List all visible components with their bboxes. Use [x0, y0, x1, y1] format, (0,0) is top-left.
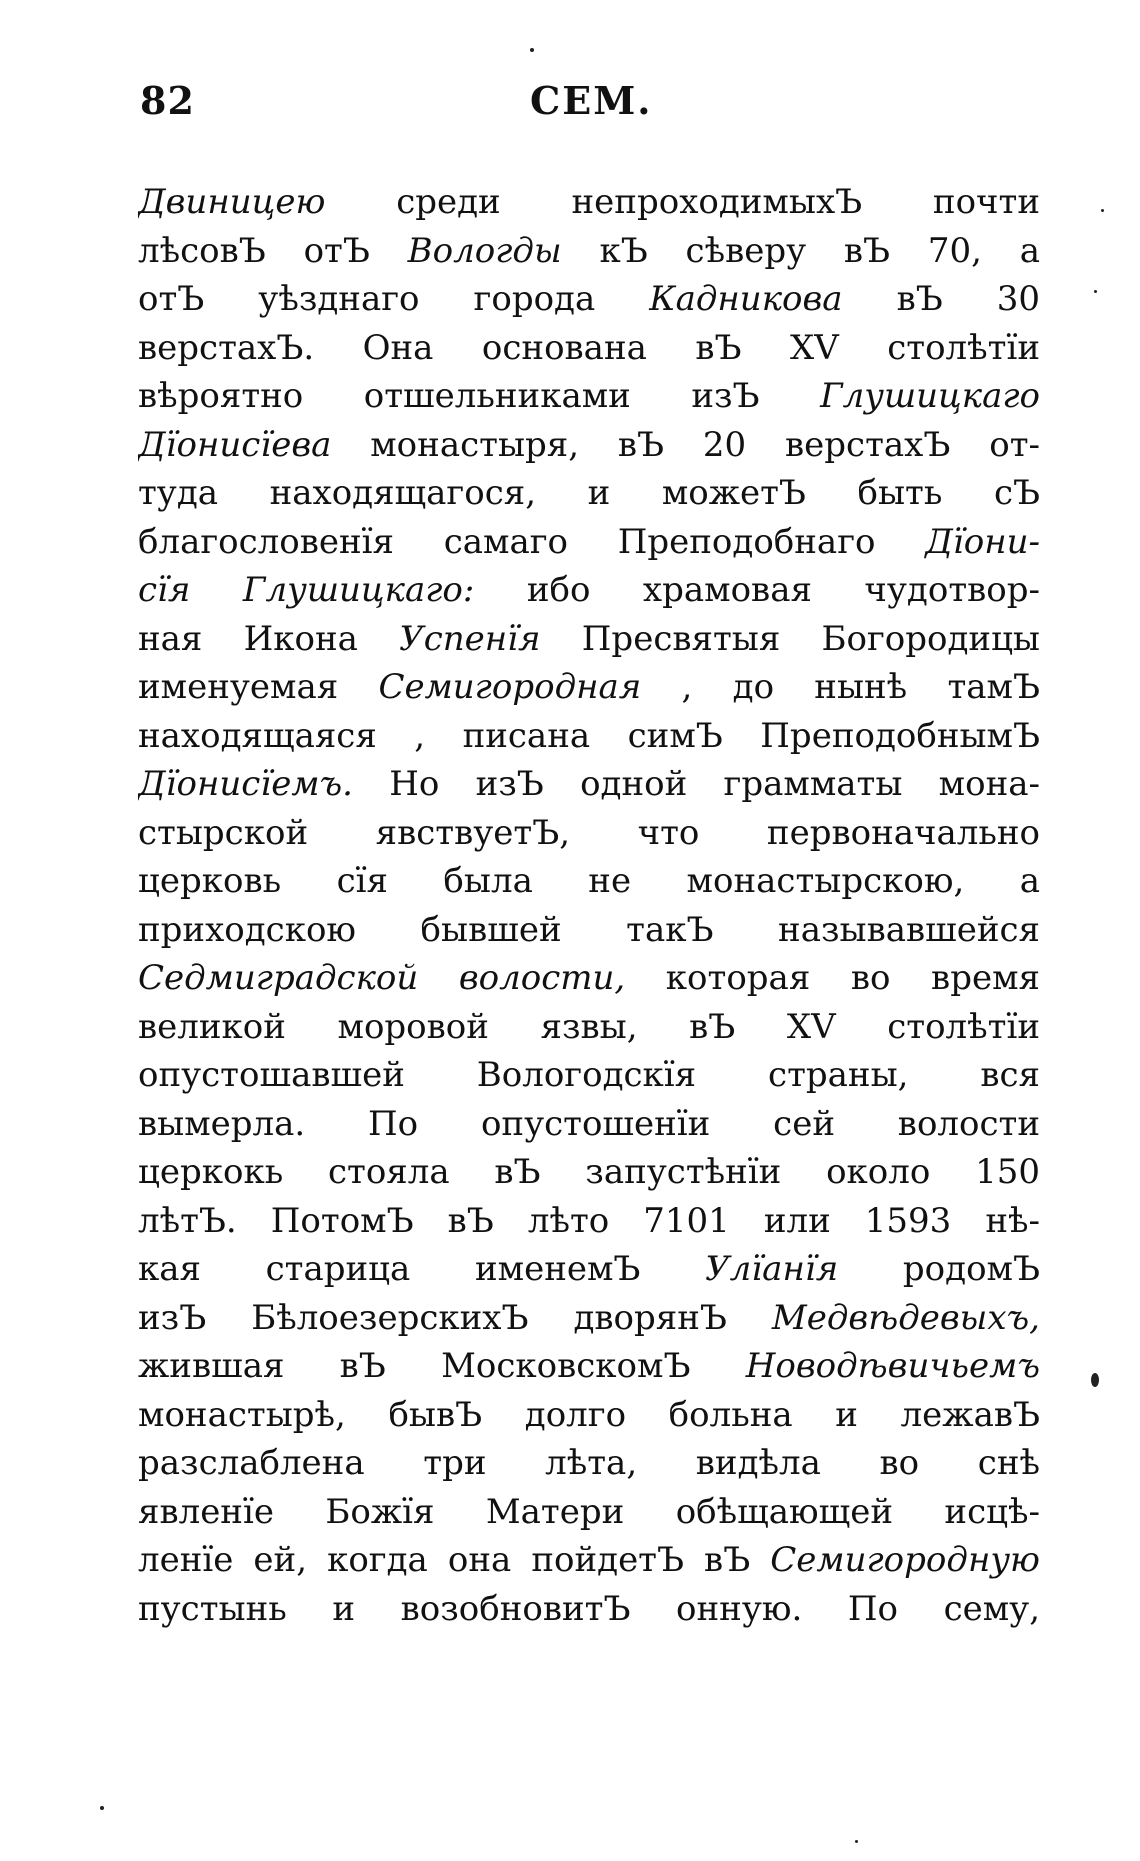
text-segment: ленїе ей, когда она пойдетЪ вЪ	[138, 1540, 771, 1580]
text-segment: ибо храмовая чудотвор-	[474, 570, 1040, 610]
text-line	[138, 1391, 1040, 1440]
text-line	[138, 1051, 1040, 1100]
text-line	[138, 1100, 1040, 1149]
text-segment: монастыря, вЪ 20 верстахЪ от-	[331, 424, 1040, 465]
body-text	[138, 178, 1040, 1633]
text-segment: явленїе Божїя Матери обѣщающей исцѣ-	[138, 1491, 1040, 1532]
text-segment: Пресвятыя Богородицы	[540, 618, 1040, 659]
text-segment: лѣсовЪ отЪ	[138, 230, 408, 271]
page-number: 82	[140, 78, 195, 123]
text-line	[138, 615, 1040, 664]
text-line	[138, 1585, 1040, 1634]
text-segment: разслаблена три лѣта, видѣла во снѣ	[138, 1443, 1040, 1483]
text-line	[138, 518, 1040, 567]
text-segment: изЪ БѣлоезерскихЪ дворянЪ	[138, 1297, 772, 1338]
italic-text: Семигородную	[770, 1540, 1040, 1580]
text-line	[138, 324, 1040, 373]
text-line	[138, 469, 1040, 518]
italic-text: Дїонисїева	[138, 424, 332, 465]
text-segment: которая во время	[625, 958, 1040, 998]
text-segment: стырской явствуетЪ, что первоначально	[138, 812, 1040, 853]
text-segment: вЪ 30	[842, 279, 1040, 319]
text-line	[138, 760, 1040, 809]
text-line	[138, 227, 1040, 276]
text-segment: вѣроятно отшельниками изЪ	[138, 376, 821, 416]
text-line	[138, 1488, 1040, 1537]
text-line	[138, 178, 1040, 227]
text-line	[138, 1245, 1040, 1294]
text-line	[138, 566, 1040, 615]
text-line	[138, 663, 1040, 712]
text-segment: , до нынѣ тамЪ	[641, 667, 1040, 707]
running-head: СЕМ.	[530, 78, 653, 123]
text-line	[138, 275, 1040, 324]
text-line	[138, 1003, 1040, 1052]
italic-text: Глушицкаго	[820, 376, 1040, 416]
italic-text: Кадникова	[649, 279, 843, 319]
italic-text: Седмиградской волости,	[138, 958, 626, 998]
text-segment: благословенїя самаго Преподобнаго	[138, 521, 926, 562]
text-line	[138, 421, 1040, 470]
text-segment: великой моровой язвы, вЪ XV столѣтїи	[138, 1006, 1040, 1047]
text-segment: находящаяся , писана симЪ ПреподобнымЪ	[138, 715, 1040, 756]
text-segment: кая старица именемЪ	[138, 1249, 706, 1289]
text-segment: именуемая	[138, 667, 379, 707]
text-line	[138, 1536, 1040, 1585]
italic-text: Семигородная	[378, 667, 642, 707]
text-line	[138, 1439, 1040, 1488]
text-segment: лѣтЪ. ПотомЪ вЪ лѣто 7101 или 1593 нѣ-	[138, 1200, 1040, 1241]
text-segment: кЪ сѣверу вЪ 70, а	[561, 230, 1040, 271]
text-segment: церкокь стояла вЪ запустѣнїи около 150	[138, 1152, 1040, 1192]
text-line	[138, 712, 1040, 761]
italic-text: Дїонисїемъ.	[138, 764, 353, 804]
italic-text: Двиницею	[138, 182, 326, 222]
text-line	[138, 1342, 1040, 1391]
text-line	[138, 1294, 1040, 1343]
text-segment: жившая вЪ МосковскомЪ	[138, 1346, 746, 1386]
italic-text: Новодѣвичьемъ	[745, 1346, 1040, 1386]
text-segment: Но изЪ одной грамматы мона-	[352, 764, 1040, 804]
italic-text: Успенїя	[399, 618, 541, 659]
text-segment: верстахЪ. Она основана вЪ XV столѣтїи	[138, 327, 1040, 368]
text-segment: вымерла. По опустошенїи сей волости	[138, 1103, 1040, 1144]
text-segment: опустошавшей Вологодскїя страны, вся	[138, 1055, 1040, 1095]
text-segment: туда находящагося, и можетЪ быть сЪ	[138, 473, 1040, 513]
text-segment: пустынь и возобновитЪ онную. По сему,	[138, 1588, 1040, 1629]
text-segment: среди непроходимыхЪ почти	[325, 182, 1040, 222]
text-segment: монастырѣ, бывЪ долго больна и лежавЪ	[138, 1394, 1040, 1435]
italic-text: Медвѣдевыхъ,	[771, 1297, 1040, 1338]
text-line	[138, 1197, 1040, 1246]
page-header	[140, 78, 1040, 148]
text-segment: ная Икона	[138, 618, 400, 659]
italic-text: сїя Глушицкаго:	[138, 570, 475, 610]
text-line	[138, 372, 1040, 421]
italic-text: Улїанїя	[705, 1249, 839, 1289]
text-line	[138, 954, 1040, 1003]
text-line	[138, 906, 1040, 955]
italic-text: Дїони-	[925, 521, 1040, 562]
text-segment: родомЪ	[838, 1249, 1040, 1289]
text-segment: церковь сїя была не монастырскою, а	[138, 861, 1040, 901]
text-line	[138, 857, 1040, 906]
text-segment: приходскою бывшей такЪ называвшейся	[138, 909, 1040, 950]
text-line	[138, 1148, 1040, 1197]
italic-text: Вологды	[407, 230, 562, 271]
text-segment: отЪ уѣзднаго города	[138, 279, 650, 319]
text-line	[138, 809, 1040, 858]
